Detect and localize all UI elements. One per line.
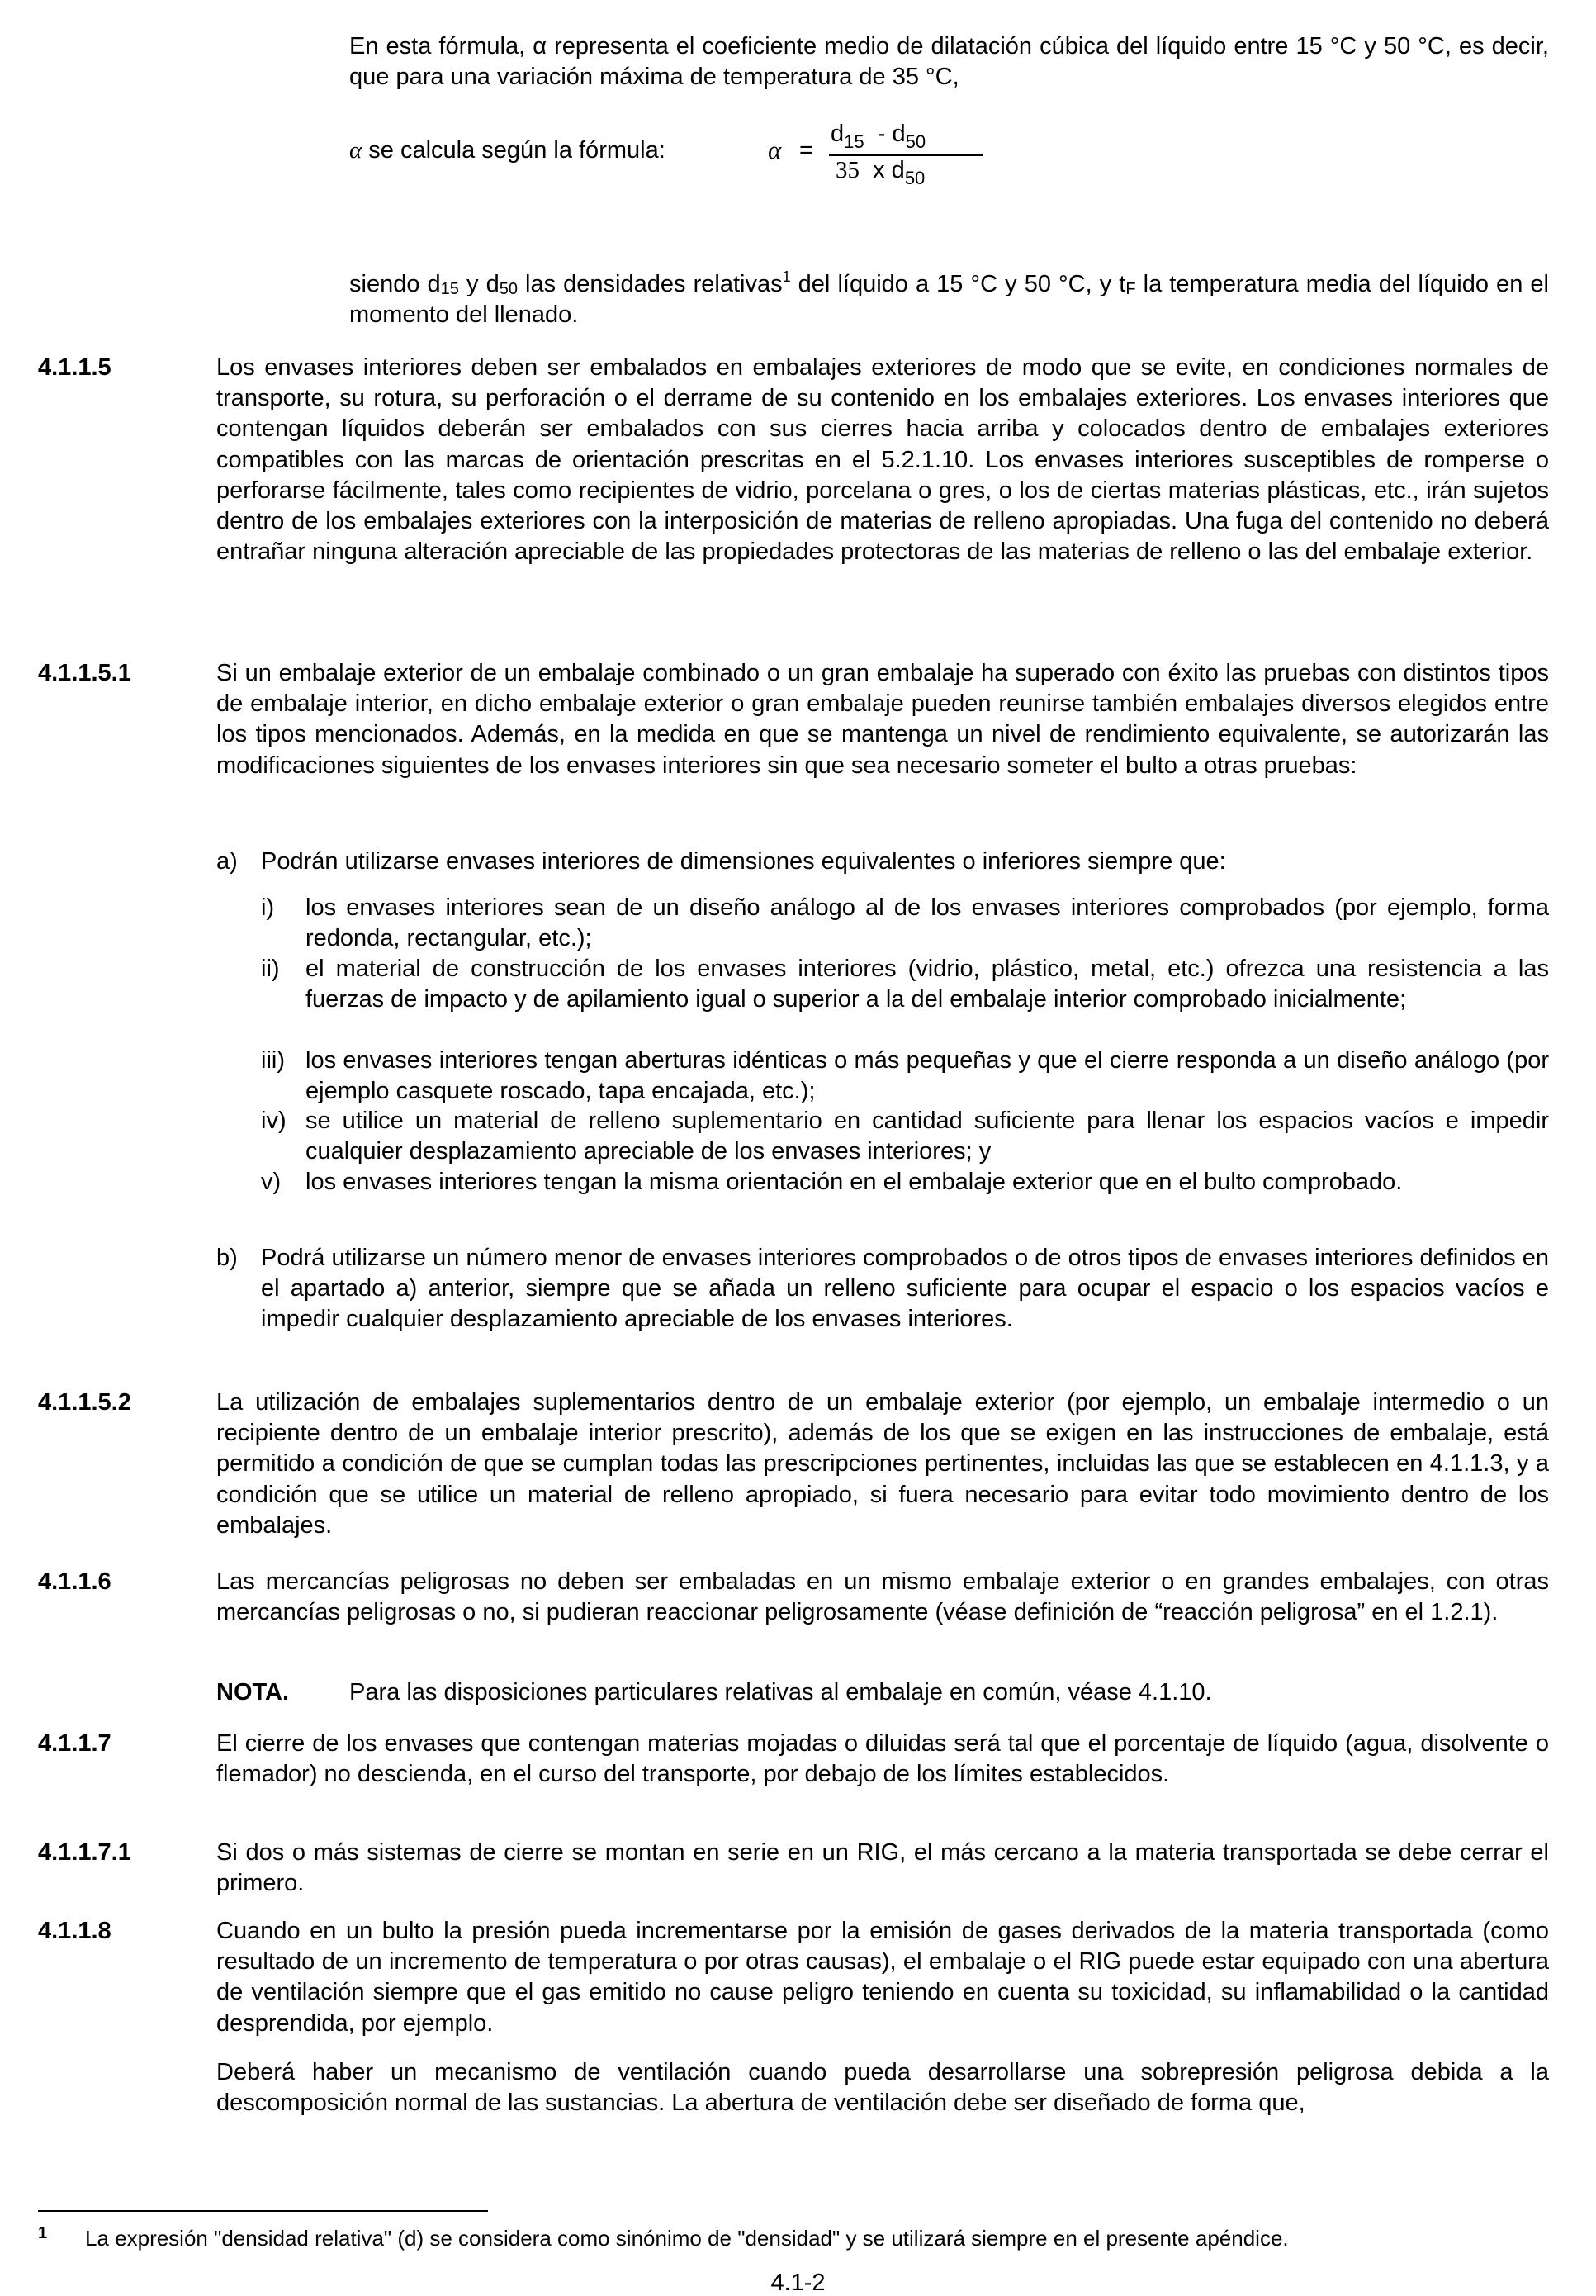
density-definition-paragraph: siendo $d_{15}$ y $d_{50}$ las densidades relativas$^1$ del líquido a 15 °C y 50 °C, y $t_F$ la temperatura media del líquido en el momento del llenado. — [349, 268, 1549, 329]
sublist-item: el material de construcción de los envases interiores (vidrio, plástico, metal, etc.) ofrezca una resistencia a las fuerzas de impacto y de apilamiento igual o superior a la del embalaje interior comprobado inicialmente; — [305, 956, 1549, 1013]
sublist-item: los envases interiores sean de un diseño análogo al de los envases interiores comprobados (por ejemplo, forma redonda, rectangular, etc.); — [305, 894, 1549, 952]
section-text: El cierre de los envases que contengan materias mojadas o diluidas será tal que el porcentaje de líquido (agua, disolvente o flemador) no descienda, en el curso del transporte, por debajo de los límites establecidos. — [216, 1730, 1549, 1788]
note-label: NOTA. — [216, 1679, 290, 1705]
section-number: 4.1.1.7.1 — [38, 1839, 131, 1866]
sublist-item: los envases interiores tengan la misma orientación en el embalaje exterior que en el bulto comprobado. — [305, 1169, 1403, 1195]
alpha-formula — [347, 121, 991, 203]
section-text: Las mercancías peligrosas no deben ser embaladas en un mismo embalaje exterior o en grandes embalajes, con otras mercancías peligrosas o no, si pudieran reaccionar peligrosamente (véase definición de “reacción peligrosa” en el 1.2.1). — [216, 1568, 1549, 1626]
section-number: 4.1.1.5 — [38, 354, 111, 381]
intro-paragraph: En esta fórmula, α representa el coeficiente medio de dilatación cúbica del líquido entre 15 °C y 50 °C, es decir, que para una variación máxima de temperatura de 35 °C, — [349, 33, 1549, 91]
ventilation-paragraph: Deberá haber un mecanismo de ventilación cuando pueda desarrollarse una sobrepresión peligrosa debida a la descomposición normal de las sustancias. La abertura de ventilación debe ser diseñado de forma que, — [216, 2059, 1549, 2117]
sublist-item: se utilice un material de relleno suplementario en cantidad suficiente para llenar los espacios vacíos e impedir cualquier desplazamiento apreciable de los envases interiores; y — [305, 1108, 1549, 1165]
sublist-label: v) — [261, 1169, 282, 1195]
section-text: La utilización de embalajes suplementarios dentro de un embalaje exterior (por ejemplo, un embalaje intermedio o un recipiente dentro de un embalaje interior prescrito), además de los que se exigen en las instrucciones de embalaje, está permitido a condición de que se cumplan todas las prescripciones pertinentes, incluidas las que se establecen en 4.1.1.3, y a condición que se utilice un material de relleno apropiado, si fuera necesario para evitar todo movimiento dentro de los embalajes. — [216, 1389, 1549, 1539]
footnote-mark: 1 — [38, 2224, 48, 2242]
formula-equals: = — [799, 137, 813, 164]
footnote-reference: 1 — [782, 268, 791, 285]
list-item: Podrá utilizarse un número menor de envases interiores comprobados o de otros tipos de envases interiores definidos en el apartado a) anterior, siempre que se añada un relleno suficiente para ocupar el espacio o los espacios vacíos e impedir cualquier desplazamiento apreciable de los envases interiores. — [261, 1245, 1549, 1333]
sublist-item: los envases interiores tengan aberturas idénticas o más pequeñas y que el cierre responda a un diseño análogo (por ejemplo casquete roscado, tapa encajada, etc.); — [305, 1047, 1549, 1105]
footnote-text: La expresión "densidad relativa" (d) se considera como sinónimo de "densidad" y se utilizará siempre en el presente apéndice. — [85, 2226, 1289, 2251]
page-number: 4.1-2 — [770, 2270, 826, 2296]
list-label: b) — [216, 1245, 238, 1271]
formula-numerator: $d_{15} - d_{50}$ — [831, 121, 926, 152]
sublist-label: iii) — [261, 1047, 285, 1074]
section-text: Cuando en un bulto la presión pueda incrementarse por la emisión de gases derivados de la materia transportada (como resultado de un incremento de temperatura o por otras causas), el embalaje o el RIG puede estar equipado con una abertura de ventilación siempre que el gas emitido no cause peligro teniendo en cuenta su toxicidad, su inflamabilidad o la cantidad desprendida, por ejemplo. — [216, 1918, 1549, 2037]
section-text: Si un embalaje exterior de un embalaje combinado o un gran embalaje ha superado con éxito las pruebas con distintos tipos de embalaje interior, en dicho embalaje exterior o gran embalaje pueden reunirse también embalajes diversos elegidos entre los tipos mencionados. Además, en la medida en que se mantenga un nivel de rendimiento equivalente, se autorizarán las modificaciones siguientes de los envases interiores sin que sea necesario someter el bulto a otras pruebas: — [216, 660, 1549, 779]
section-text: Los envases interiores deben ser embalados en embalajes exteriores de modo que se evite, en condiciones normales de transporte, su rotura, su perforación o el derrame de su contenido en los embalajes exteriores. Los envases interiores que contengan líquidos deberán ser embalados con sus cierres hacia arriba y colocados dentro de embalajes exteriores compatibles con las marcas de orientación prescritas en el 5.2.1.10. Los envases interiores susceptibles de romperse o perforarse fácilmente, tales como recipientes de vidrio, porcelana o gres, o los de ciertas materias plásticas, etc., irán sujetos dentro de los embalajes exteriores con la interposición de materias de relleno apropiadas. Una fuga del contenido no deberá entrañar ninguna alteración apreciable de las propiedades protectoras de las materias de relleno o las del embalaje exterior. — [216, 354, 1549, 566]
section-text: Si dos o más sistemas de cierre se montan en serie en un RIG, el más cercano a la materia transportada se debe cerrar el primero. — [216, 1839, 1549, 1897]
fraction-bar — [829, 154, 983, 156]
section-number: 4.1.1.5.2 — [38, 1389, 131, 1416]
formula-alpha-symbol: α — [768, 135, 782, 164]
sublist-label: iv) — [261, 1108, 287, 1134]
sublist-label: ii) — [261, 956, 280, 982]
section-number: 4.1.1.7 — [38, 1730, 111, 1757]
list-item: Podrán utilizarse envases interiores de dimensiones equivalentes o inferiores siempre que: — [261, 848, 1226, 875]
section-number: 4.1.1.5.1 — [38, 660, 131, 686]
formula-denominator: 35 x $d_{50}$ — [836, 157, 926, 188]
section-number: 4.1.1.6 — [38, 1568, 111, 1595]
list-label: a) — [216, 848, 238, 875]
note-text: Para las disposiciones particulares relativas al embalaje en común, véase 4.1.10. — [349, 1679, 1212, 1705]
section-number: 4.1.1.8 — [38, 1918, 111, 1944]
formula-label: α se calcula según la fórmula: — [349, 137, 665, 164]
footnote-separator — [38, 2210, 488, 2212]
sublist-label: i) — [261, 894, 275, 921]
